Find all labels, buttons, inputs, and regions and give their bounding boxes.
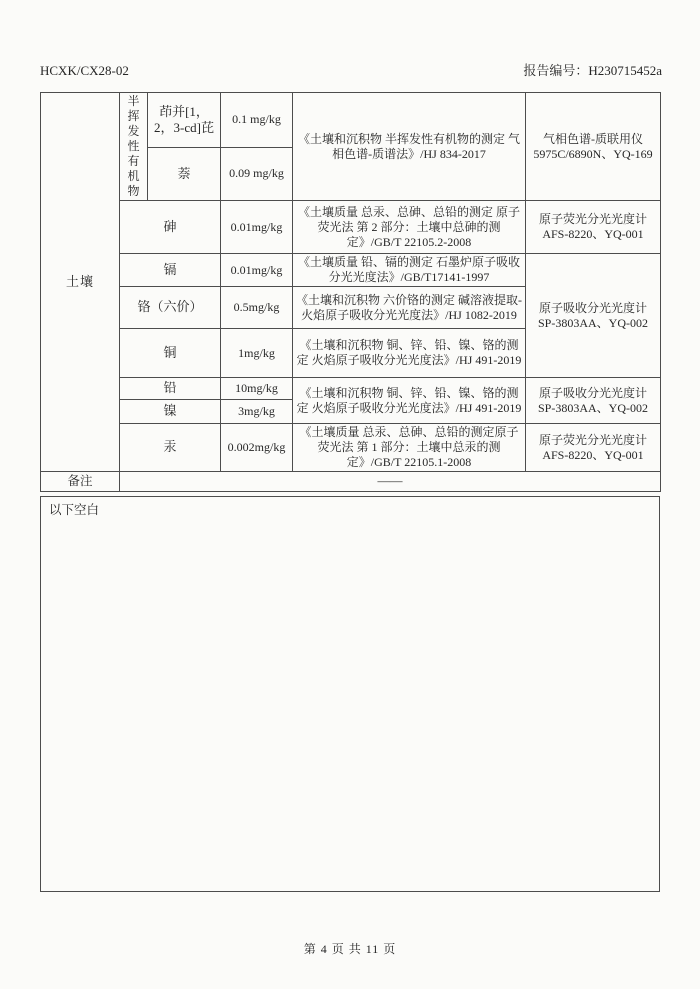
analyte-cell: 镉 xyxy=(120,254,221,287)
sample-type-cell: 土壤 xyxy=(41,93,120,472)
limit-cell: 0.1 mg/kg xyxy=(221,93,293,148)
analyte-cell: 铅 xyxy=(120,378,221,400)
method-cell: 《土壤质量 铅、镉的测定 石墨炉原子吸收分光光度法》/GB/T17141-1997 xyxy=(293,254,526,287)
method-cell: 《土壤和沉积物 半挥发性有机物的测定 气相色谱-质谱法》/HJ 834-2017 xyxy=(293,93,526,201)
table-row xyxy=(41,93,661,148)
analyte-cell: 萘 xyxy=(148,147,221,201)
limit-cell: 0.01mg/kg xyxy=(221,201,293,254)
limit-cell: 0.5mg/kg xyxy=(221,287,293,329)
analyte-cell: 铜 xyxy=(120,329,221,378)
analyte-cell: 茚并[1，2，3-cd]芘 xyxy=(148,93,221,148)
category-svoc-cell: 半挥发性有机物 xyxy=(120,93,148,201)
method-cell: 《土壤质量 总汞、总砷、总铅的测定原子荧光法 第 1 部分：土壤中总汞的测定》/GB/T 22105.1-2008 xyxy=(293,424,526,472)
analyte-cell: 镍 xyxy=(120,400,221,424)
remark-value-cell: —— xyxy=(120,472,661,492)
blank-section xyxy=(40,496,660,892)
limit-cell: 1mg/kg xyxy=(221,329,293,378)
analyte-cell: 铬（六价） xyxy=(120,287,221,329)
report-number xyxy=(523,60,662,79)
limit-cell: 10mg/kg xyxy=(221,378,293,400)
table-row xyxy=(41,254,661,287)
page-footer: 第 4 页 共 11 页 xyxy=(303,942,397,956)
instrument-cell: 原子吸收分光光度计 SP-3803AA、YQ-002 xyxy=(526,378,661,424)
limit-cell: 0.09 mg/kg xyxy=(221,147,293,201)
report-number-value: H230715452a xyxy=(588,63,662,78)
method-cell: 《土壤质量 总汞、总砷、总铅的测定 原子荧光法 第 2 部分：土壤中总砷的测定》/GB/T 22105.2-2008 xyxy=(293,201,526,254)
instrument-cell: 原子荧光分光光度计 AFS-8220、YQ-001 xyxy=(526,201,661,254)
test-methods-table xyxy=(40,92,661,492)
analyte-cell: 砷 xyxy=(120,201,221,254)
limit-cell: 3mg/kg xyxy=(221,400,293,424)
instrument-cell: 原子吸收分光光度计 SP-3803AA、YQ-002 xyxy=(526,254,661,378)
limit-cell: 0.01mg/kg xyxy=(221,254,293,287)
doc-code: HCXK/CX28-02 xyxy=(40,63,129,78)
method-cell: 《土壤和沉积物 六价铬的测定 碱溶液提取-火焰原子吸收分光光度法》/HJ 1082-2019 xyxy=(293,287,526,329)
method-cell: 《土壤和沉积物 铜、锌、铅、镍、铬的测定 火焰原子吸收分光光度法》/HJ 491-2019 xyxy=(293,329,526,378)
page-header xyxy=(40,60,662,79)
table-row xyxy=(41,201,661,254)
report-number-label: 报告编号： xyxy=(523,63,589,78)
remark-label-cell: 备注 xyxy=(41,472,120,492)
table-row xyxy=(41,424,661,472)
table-row xyxy=(41,378,661,400)
method-cell: 《土壤和沉积物 铜、锌、铅、镍、铬的测定 火焰原子吸收分光光度法》/HJ 491-2019 xyxy=(293,378,526,424)
analyte-cell: 汞 xyxy=(120,424,221,472)
limit-cell: 0.002mg/kg xyxy=(221,424,293,472)
instrument-cell: 气相色谱-质联用仪 5975C/6890N、YQ-169 xyxy=(526,93,661,201)
blank-note: 以下空白 xyxy=(49,503,100,517)
instrument-cell: 原子荧光分光光度计 AFS-8220、YQ-001 xyxy=(526,424,661,472)
remark-row xyxy=(41,472,661,492)
